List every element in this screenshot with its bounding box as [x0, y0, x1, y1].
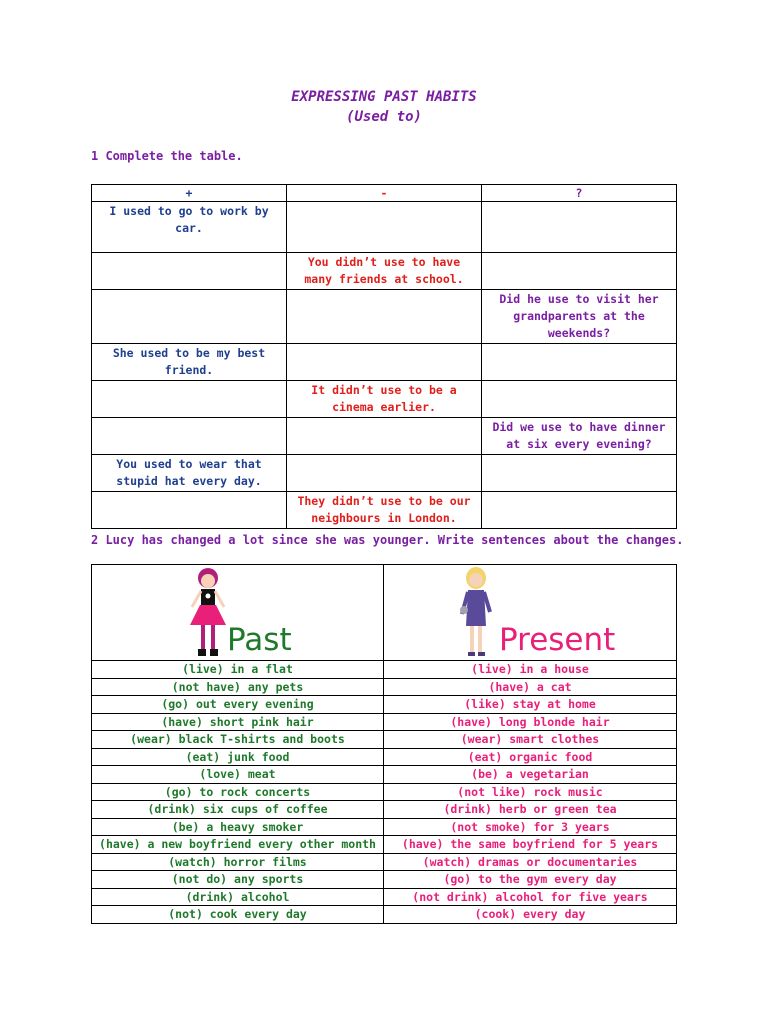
negative-cell: [287, 202, 482, 253]
table-row: [92, 801, 677, 819]
positive-cell: [92, 253, 287, 290]
table-row: [92, 748, 677, 766]
positive-cell: She used to be my best friend.: [92, 344, 287, 381]
table-row: [92, 731, 677, 749]
present-cell: (have) a cat: [384, 678, 677, 696]
header-positive: +: [92, 185, 287, 202]
question-cell: Did we use to have dinner at six every evening?: [482, 418, 677, 455]
past-cell: (drink) six cups of coffee: [92, 801, 384, 819]
past-cell: (not have) any pets: [92, 678, 384, 696]
negative-cell: They didn’t use to be our neighbours in London.: [287, 492, 482, 529]
negative-cell: [287, 418, 482, 455]
header-question: ?: [482, 185, 677, 202]
past-cell: (not) cook every day: [92, 906, 384, 924]
table-row: [92, 871, 677, 889]
question-cell: Did he use to visit her grandparents at the weekends?: [482, 290, 677, 344]
table-row: [92, 661, 677, 679]
past-label: Past: [227, 622, 292, 658]
present-cell: (be) a vegetarian: [384, 766, 677, 784]
table-header-row: [92, 565, 677, 661]
question-cell: [482, 344, 677, 381]
table-row: [92, 783, 677, 801]
table-row: [92, 766, 677, 784]
table-row: [92, 678, 677, 696]
negative-cell: [287, 344, 482, 381]
positive-cell: [92, 418, 287, 455]
exercise1-instruction: 1 Complete the table.: [91, 149, 243, 163]
past-cell: (go) to rock concerts: [92, 783, 384, 801]
question-cell: [482, 253, 677, 290]
present-cell: (not smoke) for 3 years: [384, 818, 677, 836]
positive-cell: [92, 381, 287, 418]
past-cell: (not do) any sports: [92, 871, 384, 889]
table-row: [92, 888, 677, 906]
negative-cell: [287, 290, 482, 344]
table-row: [92, 344, 677, 381]
past-cell: (have) short pink hair: [92, 713, 384, 731]
table-row: [92, 906, 677, 924]
present-woman-illustration: [454, 566, 498, 658]
past-cell: (wear) black T-shirts and boots: [92, 731, 384, 749]
header-negative: -: [287, 185, 482, 202]
past-cell: (eat) junk food: [92, 748, 384, 766]
table-row: [92, 253, 677, 290]
exercise2-instruction: 2 Lucy has changed a lot since she was younger. Write sentences about the changes.: [91, 533, 684, 547]
table-row: [92, 418, 677, 455]
past-cell: (love) meat: [92, 766, 384, 784]
page-title: EXPRESSING PAST HABITS: [291, 89, 477, 105]
question-cell: [482, 381, 677, 418]
past-cell: (be) a heavy smoker: [92, 818, 384, 836]
past-cell: (have) a new boyfriend every other month: [92, 836, 384, 854]
table-row: [92, 853, 677, 871]
table-row: [92, 492, 677, 529]
negative-cell: You didn’t use to have many friends at school.: [287, 253, 482, 290]
table-row: [92, 818, 677, 836]
past-cell: (watch) horror films: [92, 853, 384, 871]
table-row: [92, 696, 677, 714]
present-cell: (drink) herb or green tea: [384, 801, 677, 819]
positive-cell: [92, 492, 287, 529]
present-cell: (not like) rock music: [384, 783, 677, 801]
present-cell: (go) to the gym every day: [384, 871, 677, 889]
question-cell: [482, 455, 677, 492]
past-cell: (go) out every evening: [92, 696, 384, 714]
present-cell: (eat) organic food: [384, 748, 677, 766]
page-subtitle: (Used to): [346, 109, 422, 125]
table-header-row: [92, 185, 677, 202]
table-row: [92, 202, 677, 253]
negative-cell: [287, 455, 482, 492]
present-cell: (not drink) alcohol for five years: [384, 888, 677, 906]
present-cell: (cook) every day: [384, 906, 677, 924]
present-cell: (live) in a house: [384, 661, 677, 679]
present-cell: (have) the same boyfriend for 5 years: [384, 836, 677, 854]
question-cell: [482, 492, 677, 529]
question-cell: [482, 202, 677, 253]
present-cell: (wear) smart clothes: [384, 731, 677, 749]
past-cell: (drink) alcohol: [92, 888, 384, 906]
positive-cell: You used to wear that stupid hat every day.: [92, 455, 287, 492]
exercise2-table: [91, 564, 677, 924]
table-row: [92, 290, 677, 344]
present-cell: (have) long blonde hair: [384, 713, 677, 731]
present-cell: (like) stay at home: [384, 696, 677, 714]
table-row: [92, 381, 677, 418]
table-row: [92, 836, 677, 854]
exercise1-table: [91, 184, 677, 529]
past-cell: (live) in a flat: [92, 661, 384, 679]
present-cell: (watch) dramas or documentaries: [384, 853, 677, 871]
positive-cell: I used to go to work by car.: [92, 202, 287, 253]
table-row: [92, 455, 677, 492]
positive-cell: [92, 290, 287, 344]
present-label: Present: [499, 622, 616, 658]
table-row: [92, 713, 677, 731]
negative-cell: It didn’t use to be a cinema earlier.: [287, 381, 482, 418]
present-header-cell: [384, 565, 677, 661]
past-header-cell: [92, 565, 384, 661]
